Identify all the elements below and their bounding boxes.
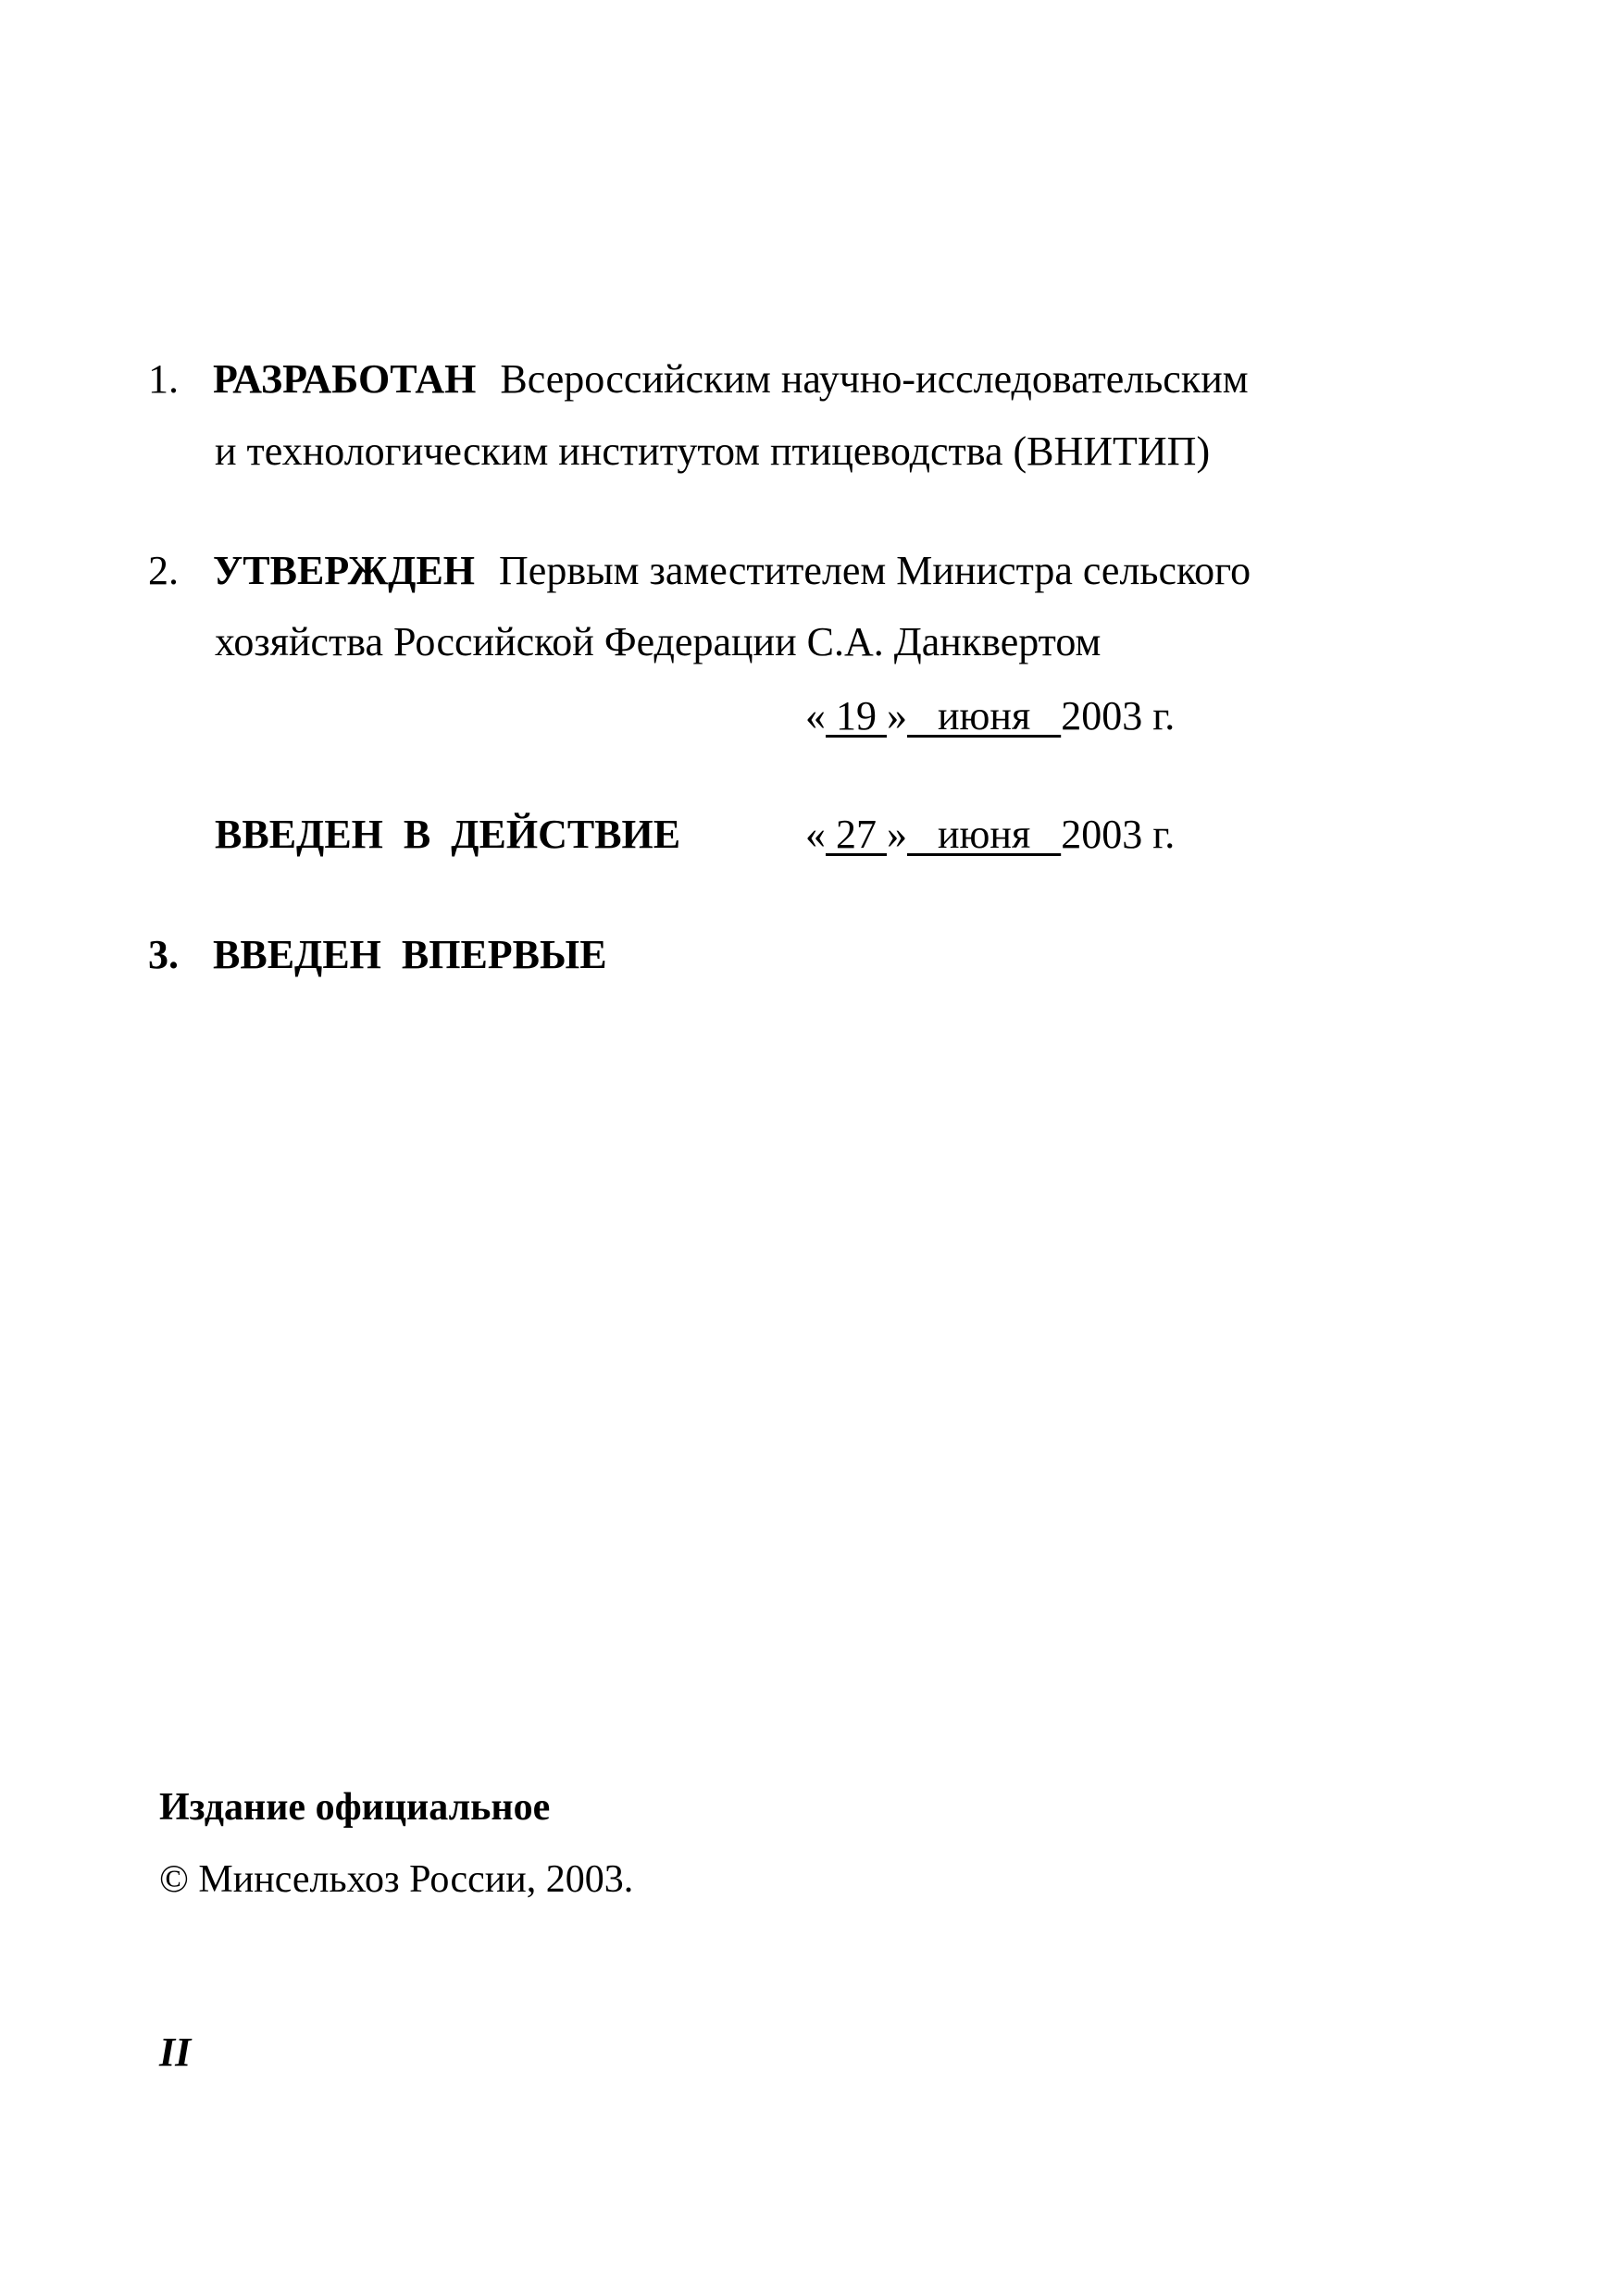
item-2-number: 2. [148,548,179,593]
copyright-note: © Минсельхоз России, 2003. [159,1858,634,1901]
item-1-number: 1. [148,356,179,402]
approval-date [805,693,1176,738]
effective-date-open-quote: « [805,812,826,857]
effective-date-year: 2003 г. [1061,812,1176,857]
page-number: II [159,2029,192,2075]
item-3-heading: ВВЕДЕН ВПЕРВЫЕ [213,932,607,977]
item-1-heading: РАЗРАБОТАН [213,356,477,402]
approval-date-close-quote: » [887,693,907,738]
edition-note: Издание официальное [159,1786,551,1829]
effective-date-month: июня [907,812,1062,857]
item-2-heading: УТВЕРЖДЕН [213,548,476,593]
item-1-line-1 [148,356,1249,402]
item-2-line-1 [148,548,1251,593]
approval-date-month: июня [907,693,1062,738]
item-1-text-line-2: и технологическим институтом птицеводства (ВНИТИП) [215,428,1211,474]
item-2-text-line-1: Первым заместителем Министра сельского [499,548,1251,593]
approval-date-open-quote: « [805,693,826,738]
item-2-text-line-2: хозяйства Российской Федерации С.А. Данквертом [215,619,1101,664]
effective-date [805,814,1175,855]
item-1-text-line-1: Всероссийским научно-исследовательским [500,356,1249,402]
item-3-number: 3. [148,932,179,977]
effective-date-day: 27 [826,812,887,857]
effective-date-close-quote: » [887,812,907,857]
item-3-line [148,932,607,977]
approval-date-day: 19 [826,693,887,738]
approval-date-year: 2003 г. [1061,693,1176,738]
effective-heading: ВВЕДЕН В ДЕЙСТВИЕ [215,812,681,857]
